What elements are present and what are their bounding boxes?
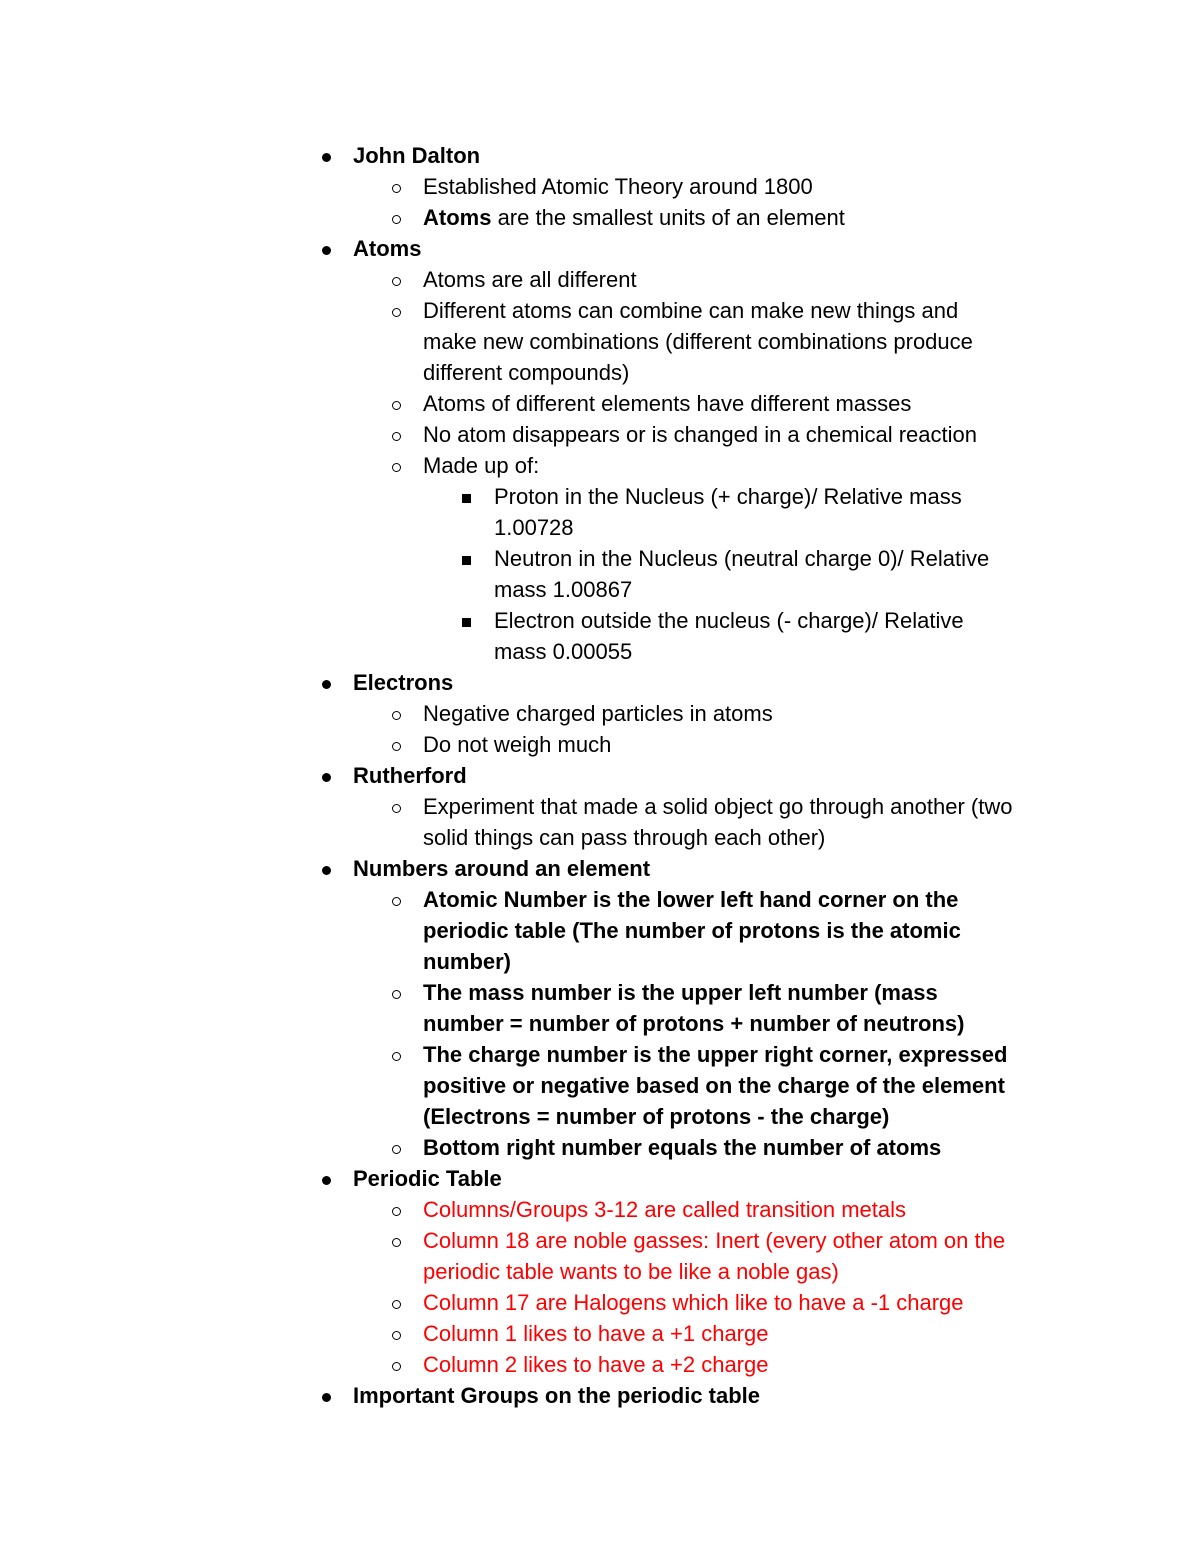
outline-heading <box>0 140 1200 171</box>
text-run: Experiment that made a solid object go through another (two <box>423 794 1013 819</box>
list-item <box>0 1287 1200 1318</box>
text-run: Column 1 likes to have a +1 charge <box>423 1321 769 1346</box>
outline-text <box>423 1039 1007 1070</box>
outline-text <box>423 1194 906 1225</box>
list-item <box>0 481 1200 512</box>
list-item <box>0 264 1200 295</box>
text-run: 1.00728 <box>494 515 574 540</box>
list-item <box>0 543 1200 574</box>
hollow-circle-bullet-icon <box>386 1318 406 1349</box>
list-item <box>0 1225 1200 1256</box>
list-item <box>0 1349 1200 1380</box>
outline-heading <box>0 760 1200 791</box>
text-run: Rutherford <box>353 763 467 788</box>
text-run: Neutron in the Nucleus (neutral charge 0)/ Relative <box>494 546 990 571</box>
outline-text <box>353 140 480 171</box>
text-run: different compounds) <box>423 360 630 385</box>
outline-heading <box>0 1380 1200 1411</box>
list-item <box>0 1318 1200 1349</box>
list-item <box>0 1256 1200 1287</box>
outline-text <box>423 791 1012 822</box>
list-item <box>0 1039 1200 1070</box>
filled-circle-bullet-icon <box>316 853 336 884</box>
text-run: Bottom right number equals the number of atoms <box>423 1135 942 1160</box>
hollow-circle-bullet-icon <box>386 1287 406 1318</box>
outline-heading <box>0 667 1200 698</box>
hollow-circle-bullet-icon <box>386 729 406 760</box>
hollow-circle-bullet-icon <box>386 1132 406 1163</box>
text-run: The mass number is the upper left number (mass <box>423 980 938 1005</box>
list-item <box>0 357 1200 388</box>
filled-square-bullet-icon <box>456 605 476 636</box>
list-item <box>0 512 1200 543</box>
outline-text <box>353 760 467 791</box>
text-run: Negative charged particles in atoms <box>423 701 773 726</box>
outline-text <box>353 1163 502 1194</box>
filled-circle-bullet-icon <box>316 1380 336 1411</box>
list-item <box>0 1070 1200 1101</box>
list-item <box>0 450 1200 481</box>
outline-text <box>423 357 629 388</box>
outline-text <box>423 264 637 295</box>
hollow-circle-bullet-icon <box>386 1225 406 1256</box>
text-run: Periodic Table <box>353 1166 502 1191</box>
outline-text <box>423 295 958 326</box>
list-item <box>0 574 1200 605</box>
text-run: solid things can pass through each other) <box>423 825 826 850</box>
hollow-circle-bullet-icon <box>386 171 406 202</box>
outline-text <box>423 1318 768 1349</box>
outline-text <box>423 915 961 946</box>
outline-text <box>353 853 650 884</box>
hollow-circle-bullet-icon <box>386 295 406 326</box>
list-item <box>0 1101 1200 1132</box>
outline-text <box>423 202 845 233</box>
outline-text <box>423 698 773 729</box>
filled-circle-bullet-icon <box>316 1163 336 1194</box>
text-run: John Dalton <box>353 143 481 168</box>
list-item <box>0 698 1200 729</box>
outline-text <box>423 450 539 481</box>
text-run: Column 17 are Halogens which like to have a -1 charge <box>423 1290 964 1315</box>
outline-text <box>423 1101 889 1132</box>
text-run: Atoms <box>353 236 422 261</box>
outline-heading <box>0 233 1200 264</box>
text-run: are the smallest units of an element <box>491 205 845 230</box>
text-run: No atom disappears or is changed in a chemical reaction <box>423 422 977 447</box>
outline-text <box>353 1380 760 1411</box>
list-item <box>0 419 1200 450</box>
text-run: periodic table wants to be like a noble gas) <box>423 1259 839 1284</box>
outline-text <box>423 884 958 915</box>
text-run: periodic table (The number of protons is the atomic <box>423 918 961 943</box>
list-item <box>0 977 1200 1008</box>
outline-heading <box>0 1163 1200 1194</box>
hollow-circle-bullet-icon <box>386 450 406 481</box>
text-run: Do not weigh much <box>423 732 612 757</box>
list-item <box>0 822 1200 853</box>
notes-document <box>0 140 1200 1411</box>
text-run: Established Atomic Theory around 1800 <box>423 174 813 199</box>
outline-text <box>423 326 973 357</box>
filled-square-bullet-icon <box>456 543 476 574</box>
filled-circle-bullet-icon <box>316 760 336 791</box>
outline-text <box>423 1349 768 1380</box>
hollow-circle-bullet-icon <box>386 698 406 729</box>
text-run: Made up of: <box>423 453 540 478</box>
text-run: Atoms of different elements have different masses <box>423 391 912 416</box>
list-item <box>0 605 1200 636</box>
outline-text <box>423 946 511 977</box>
hollow-circle-bullet-icon <box>386 388 406 419</box>
outline-text <box>423 822 825 853</box>
list-item <box>0 636 1200 667</box>
outline-text <box>353 667 453 698</box>
hollow-circle-bullet-icon <box>386 1349 406 1380</box>
outline-text <box>423 1287 964 1318</box>
outline-text <box>423 729 611 760</box>
outline-text <box>494 605 964 636</box>
hollow-circle-bullet-icon <box>386 1039 406 1070</box>
list-item <box>0 915 1200 946</box>
outline-text <box>494 636 632 667</box>
list-item <box>0 946 1200 977</box>
outline-text <box>423 977 938 1008</box>
outline-text <box>423 1256 839 1287</box>
outline-text <box>423 1225 1005 1256</box>
text-run: Atoms <box>423 205 492 230</box>
text-run: mass 1.00867 <box>494 577 633 602</box>
text-run: Atoms are all different <box>423 267 637 292</box>
list-item <box>0 171 1200 202</box>
hollow-circle-bullet-icon <box>386 884 406 915</box>
hollow-circle-bullet-icon <box>386 791 406 822</box>
list-item <box>0 295 1200 326</box>
text-run: Electrons <box>353 670 454 695</box>
text-run: Column 18 are noble gasses: Inert (every other atom on the <box>423 1228 1006 1253</box>
text-run: number) <box>423 949 511 974</box>
outline-text <box>423 1008 964 1039</box>
outline-text <box>494 574 632 605</box>
outline-text <box>423 419 977 450</box>
list-item <box>0 1132 1200 1163</box>
list-item <box>0 326 1200 357</box>
hollow-circle-bullet-icon <box>386 202 406 233</box>
outline-text <box>423 1132 941 1163</box>
text-run: Different atoms can combine can make new things and <box>423 298 959 323</box>
text-run: Column 2 likes to have a +2 charge <box>423 1352 769 1377</box>
text-run: Columns/Groups 3-12 are called transition metals <box>423 1197 907 1222</box>
outline-text <box>353 233 421 264</box>
list-item <box>0 202 1200 233</box>
text-run: number = number of protons + number of neutrons) <box>423 1011 965 1036</box>
text-run: Atomic Number is the lower left hand corner on the <box>423 887 959 912</box>
hollow-circle-bullet-icon <box>386 1194 406 1225</box>
outline-heading <box>0 853 1200 884</box>
text-run: (Electrons = number of protons - the charge) <box>423 1104 890 1129</box>
list-item <box>0 729 1200 760</box>
text-run: Numbers around an element <box>353 856 651 881</box>
filled-square-bullet-icon <box>456 481 476 512</box>
text-run: mass 0.00055 <box>494 639 633 664</box>
text-run: Important Groups on the periodic table <box>353 1383 761 1408</box>
list-item <box>0 1008 1200 1039</box>
outline-text <box>423 171 813 202</box>
text-run: The charge number is the upper right corner, expressed <box>423 1042 1008 1067</box>
text-run: make new combinations (different combinations produce <box>423 329 973 354</box>
text-run: Electron outside the nucleus (- charge)/ Relative <box>494 608 964 633</box>
hollow-circle-bullet-icon <box>386 264 406 295</box>
outline-text <box>494 481 962 512</box>
filled-circle-bullet-icon <box>316 233 336 264</box>
list-item <box>0 388 1200 419</box>
hollow-circle-bullet-icon <box>386 419 406 450</box>
outline-text <box>494 512 574 543</box>
outline-text <box>494 543 989 574</box>
list-item <box>0 1194 1200 1225</box>
filled-circle-bullet-icon <box>316 140 336 171</box>
outline-text <box>423 388 911 419</box>
list-item <box>0 791 1200 822</box>
text-run: Proton in the Nucleus (+ charge)/ Relative mass <box>494 484 962 509</box>
list-item <box>0 884 1200 915</box>
outline-text <box>423 1070 1005 1101</box>
filled-circle-bullet-icon <box>316 667 336 698</box>
hollow-circle-bullet-icon <box>386 977 406 1008</box>
text-run: positive or negative based on the charge of the element <box>423 1073 1005 1098</box>
